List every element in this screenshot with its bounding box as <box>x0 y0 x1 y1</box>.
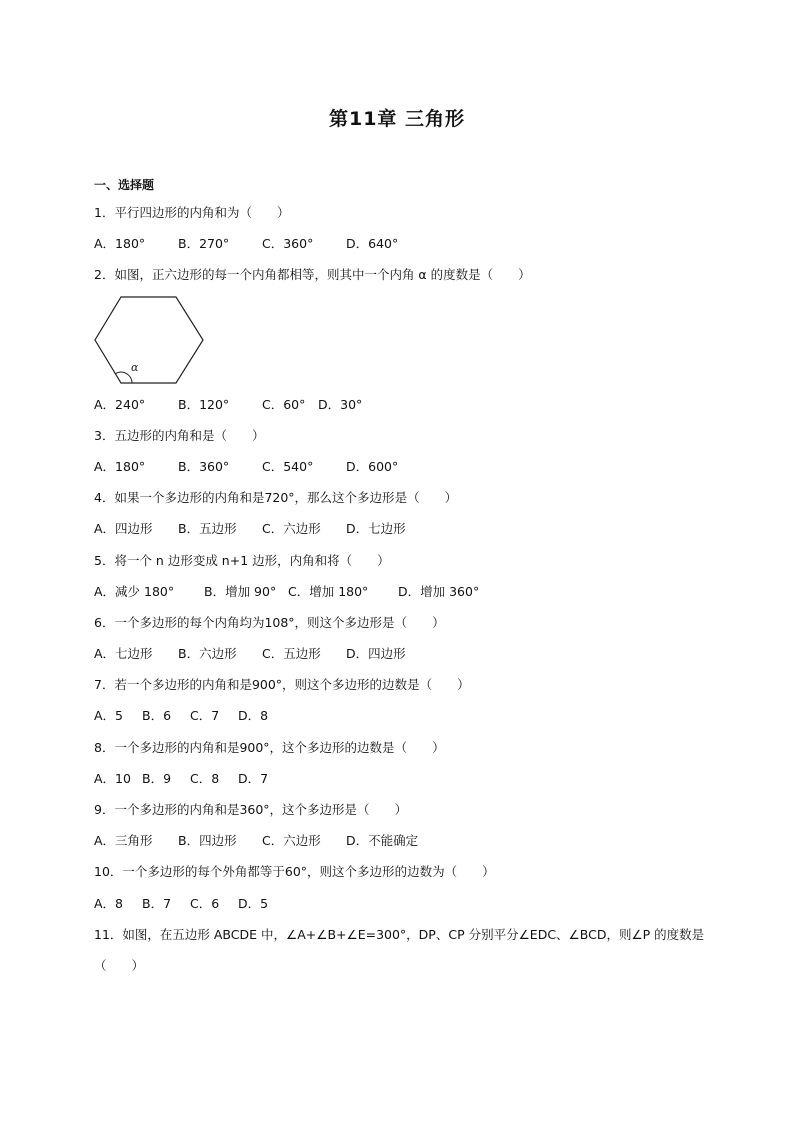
option: B．120° <box>178 396 230 412</box>
option: C．360° <box>262 236 314 252</box>
angle-label: α <box>131 360 139 374</box>
option-row <box>94 389 714 420</box>
option: D．7 <box>238 770 269 786</box>
option: A．180° <box>94 458 146 474</box>
option: D．8 <box>238 708 269 724</box>
option: C．增加 180° <box>288 583 369 599</box>
option-row <box>94 825 714 856</box>
option: D．640° <box>346 236 399 252</box>
option: A．5 <box>94 708 124 724</box>
option: A．四边形 <box>94 521 153 537</box>
option: A．240° <box>94 396 146 412</box>
option: B．270° <box>178 236 230 252</box>
option: B．增加 90° <box>204 583 277 599</box>
question-stem: 3．五边形的内角和是（ ） <box>94 427 265 443</box>
question-list <box>94 197 714 981</box>
option-row <box>94 513 714 544</box>
option: C．540° <box>262 458 314 474</box>
question-stem: 7．若一个多边形的内角和是900°，则这个多边形的边数是（ ） <box>94 677 470 693</box>
option: B．7 <box>142 895 172 911</box>
question-stem: 8．一个多边形的内角和是900°，这个多边形的边数是（ ） <box>94 739 445 755</box>
option-row <box>94 451 714 482</box>
option: B．360° <box>178 458 230 474</box>
option: C．7 <box>190 708 220 724</box>
option: C．五边形 <box>262 646 321 662</box>
option: C．60° <box>262 396 306 412</box>
question-stem: 10．一个多边形的每个外角都等于60°，则这个多边形的边数为（ ） <box>94 864 495 880</box>
option-row <box>94 700 714 731</box>
option: D．5 <box>238 895 269 911</box>
section-heading: 一、选择题 <box>94 178 155 192</box>
question-stem: 6．一个多边形的每个内角均为108°，则这个多边形是（ ） <box>94 614 445 630</box>
option-row <box>94 638 714 669</box>
option: A．三角形 <box>94 833 153 849</box>
option: A．180° <box>94 236 146 252</box>
question-stem: 5．将一个 n 边形变成 n+1 边形，内角和将（ ） <box>94 552 390 568</box>
hexagon-shape <box>95 297 203 383</box>
option: B．五边形 <box>178 521 237 537</box>
option: A．减少 180° <box>94 583 175 599</box>
option: D．600° <box>346 458 399 474</box>
option-row <box>94 576 714 607</box>
page-title: 第11章 三角形 <box>328 108 466 130</box>
question-stem: 1．平行四边形的内角和为（ ） <box>94 205 290 220</box>
option-row <box>94 228 714 259</box>
option: B．四边形 <box>178 833 237 849</box>
option: A．10 <box>94 770 131 786</box>
option: B．6 <box>142 708 172 724</box>
option: A．8 <box>94 895 124 911</box>
option: B．9 <box>142 770 172 786</box>
option: C．6 <box>190 895 220 911</box>
hexagon-figure <box>94 291 714 389</box>
option: C．六边形 <box>262 521 321 537</box>
option: C．六边形 <box>262 833 321 849</box>
question-stem: 4．如果一个多边形的内角和是720°，那么这个多边形是（ ） <box>94 490 458 506</box>
option: D．30° <box>318 396 363 412</box>
option: C．8 <box>190 770 220 786</box>
option: D．四边形 <box>346 646 406 662</box>
question-stem: 9．一个多边形的内角和是360°，这个多边形是（ ） <box>94 802 408 817</box>
question-stem: 11．如图，在五边形 ABCDE 中，∠A+∠B+∠E=300°，DP、CP 分别平分∠EDC、∠BCD，则∠P 的度数是（ ） <box>94 926 705 973</box>
option-row <box>94 763 714 794</box>
option-row <box>94 888 714 919</box>
option: B．六边形 <box>178 646 237 662</box>
question-stem: 2．如图，正六边形的每一个内角都相等，则其中一个内角 α 的度数是（ ） <box>94 267 531 283</box>
hexagon-diagram <box>94 295 210 391</box>
option: D．增加 360° <box>398 583 480 599</box>
option: D．不能确定 <box>346 833 419 849</box>
option: D．七边形 <box>346 521 406 537</box>
option: A．七边形 <box>94 646 153 662</box>
